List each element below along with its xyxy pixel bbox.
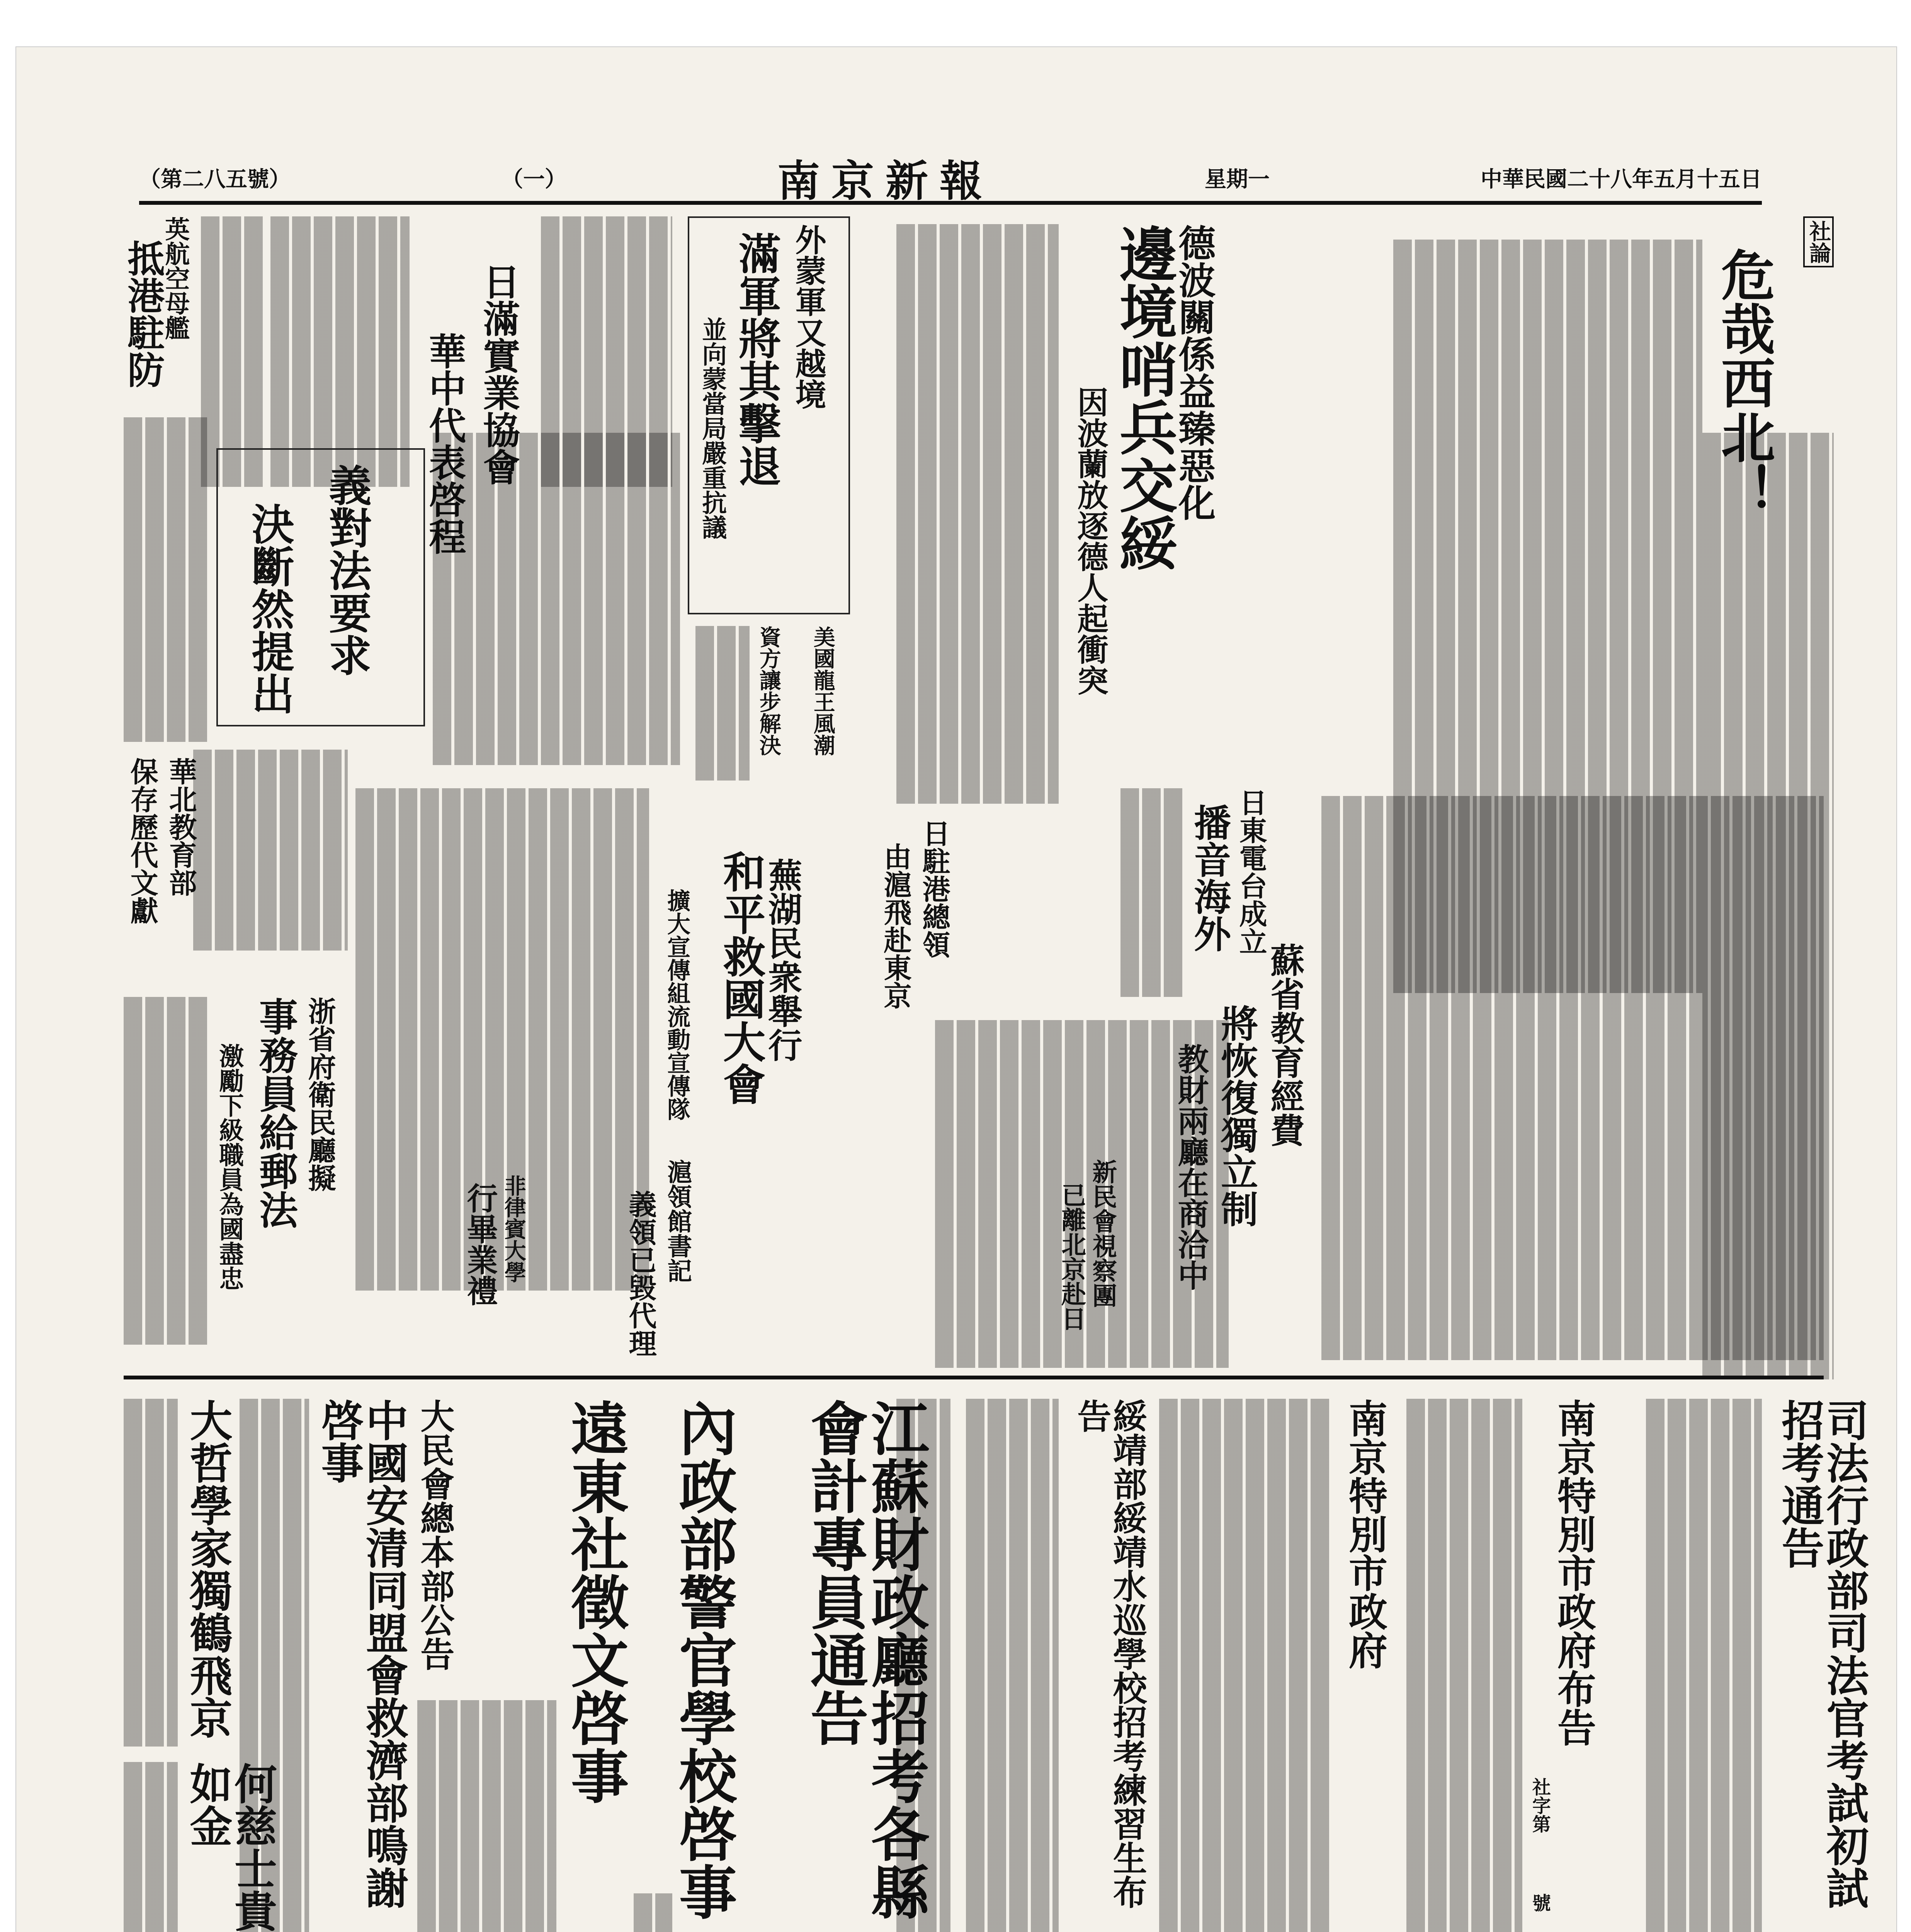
news-9-body xyxy=(1120,788,1182,997)
news-8-headline: 蕪湖民衆舉行 xyxy=(763,858,803,1062)
news-10-sub: 保存歷代文獻 xyxy=(126,757,159,924)
news-11-body xyxy=(124,997,209,1345)
issue-date: 中華民國二十八年五月十五日 xyxy=(1481,167,1762,192)
news-12-sub2: 教財兩廳在商洽中 xyxy=(1173,1043,1209,1291)
notice-5-body xyxy=(896,1399,950,1932)
page-number: （一） xyxy=(502,167,566,192)
notice-3-body xyxy=(1159,1399,1329,1932)
notice-6-title: 內政部警官學校啓事 xyxy=(669,1399,737,1920)
news-2-sub: 滿軍將其擊退 xyxy=(731,232,782,487)
news-9-headline: 日東電台成立 xyxy=(1234,788,1268,955)
editorial-title: 危哉西北！ xyxy=(1712,247,1775,518)
notice-6-body xyxy=(634,1893,672,1932)
news-7-headline: 日駐港總領 xyxy=(918,819,951,958)
news-10-headline: 華北教育部 xyxy=(164,757,197,896)
notice-8-body xyxy=(417,1700,556,1932)
notice-1-title: 司法行政部司法官考試初試招考通告 xyxy=(1775,1399,1869,1909)
news-2-sub2: 並向蒙當局嚴重抗議 xyxy=(698,317,727,539)
news-12-sub: 將恢復獨立制 xyxy=(1215,1005,1259,1227)
news-5-body xyxy=(124,417,209,742)
notice-8-title: 大民會總本部公告 xyxy=(415,1399,456,1671)
news-11-sub: 事務員給郵法 xyxy=(253,997,298,1229)
news-5-headline: 義對法要求 xyxy=(322,464,372,676)
weekday: 星期一 xyxy=(1205,167,1270,192)
news-1-sub: 邊境哨兵交綏 xyxy=(1109,224,1178,572)
notice-2-title: 南京特別市政府布告 xyxy=(1551,1399,1596,1747)
notice-9-title: 中國安清同盟會救濟部鳴謝啓事 xyxy=(314,1399,409,1909)
news-4-headline: 英航空母艦 xyxy=(161,216,190,340)
issue-number: （第二八五號） xyxy=(139,167,291,192)
news-15-headline: 非律賓大學 xyxy=(501,1175,527,1283)
news-8-sub: 和平救國大會 xyxy=(716,850,766,1105)
news-2-box xyxy=(688,216,850,614)
news-1-body xyxy=(896,224,1059,804)
news-12-body xyxy=(1321,796,1824,1360)
news-1-sub2: 因波蘭放逐德人起衝突 xyxy=(1072,386,1109,696)
notice-7-title: 遠東社徵文啓事 xyxy=(561,1399,629,1804)
news-11-sub2: 激勵下級職員為國盡忠 xyxy=(215,1043,244,1291)
divider-mid xyxy=(124,1376,1824,1379)
news-1-headline: 德波關係益臻惡化 xyxy=(1172,224,1216,521)
notice-11-title: 何慈士貴如金 xyxy=(183,1762,277,1932)
news-8-sub2: 擴大宣傳組流動宣傳隊 xyxy=(663,889,690,1121)
notice-4-body xyxy=(966,1399,1059,1932)
news-3-sub: 華中代表啓程 xyxy=(423,332,467,555)
news-10-body xyxy=(193,750,348,951)
news-3-headline: 日滿實業協會 xyxy=(477,263,521,485)
news-13-sub: 已離北京赴日 xyxy=(1057,1182,1086,1331)
news-5-body-right xyxy=(433,433,680,765)
news-12-headline: 蘇省教育經費 xyxy=(1265,943,1306,1147)
notice-2-tag2: 號 xyxy=(1529,1893,1551,1912)
news-13-headline: 新民會視察團 xyxy=(1088,1159,1117,1308)
news-7-sub: 由滬飛赴東京 xyxy=(879,842,912,1009)
notice-3-title: 南京特別市政府 xyxy=(1342,1399,1388,1669)
news-4-body xyxy=(201,216,263,487)
news-9-sub: 播音海外 xyxy=(1188,804,1232,952)
notice-10-title: 大哲學家獨鶴飛京 xyxy=(183,1399,233,1739)
notice-5-title: 江蘇財政廳招考各縣會計專員通告 xyxy=(800,1399,929,1920)
editorial-tag: 社論 xyxy=(1803,216,1834,267)
paper-name: 南京新報 xyxy=(777,156,994,206)
news-6-headline: 美國龍王風潮 xyxy=(810,626,836,756)
notice-11-body xyxy=(124,1762,178,1932)
news-15-sub: 行畢業禮 xyxy=(462,1182,498,1306)
notice-4-title: 綏靖部綏靖水巡學校招考練習生布告 xyxy=(1072,1399,1148,1909)
notice-2-body xyxy=(1406,1399,1522,1932)
news-4-sub: 抵港駐防 xyxy=(121,240,165,388)
notice-1-body xyxy=(1646,1399,1762,1932)
masthead xyxy=(139,155,1762,205)
news-3-body-left xyxy=(270,216,410,487)
news-2-headline: 外蒙軍又越境 xyxy=(790,224,826,410)
news-6-sub: 資方讓步解決 xyxy=(756,626,782,756)
notice-2-tag: 社字第 xyxy=(1529,1777,1551,1833)
notice-10-body xyxy=(124,1399,178,1747)
news-5-sub: 決斷然提出 xyxy=(245,502,295,715)
news-14-headline: 滬領館書記 xyxy=(663,1159,692,1283)
news-11-headline: 浙省府衛民廳擬 xyxy=(303,997,337,1192)
news-6-body xyxy=(695,626,750,781)
news-14-sub: 義領已毀代理 xyxy=(624,1190,657,1357)
